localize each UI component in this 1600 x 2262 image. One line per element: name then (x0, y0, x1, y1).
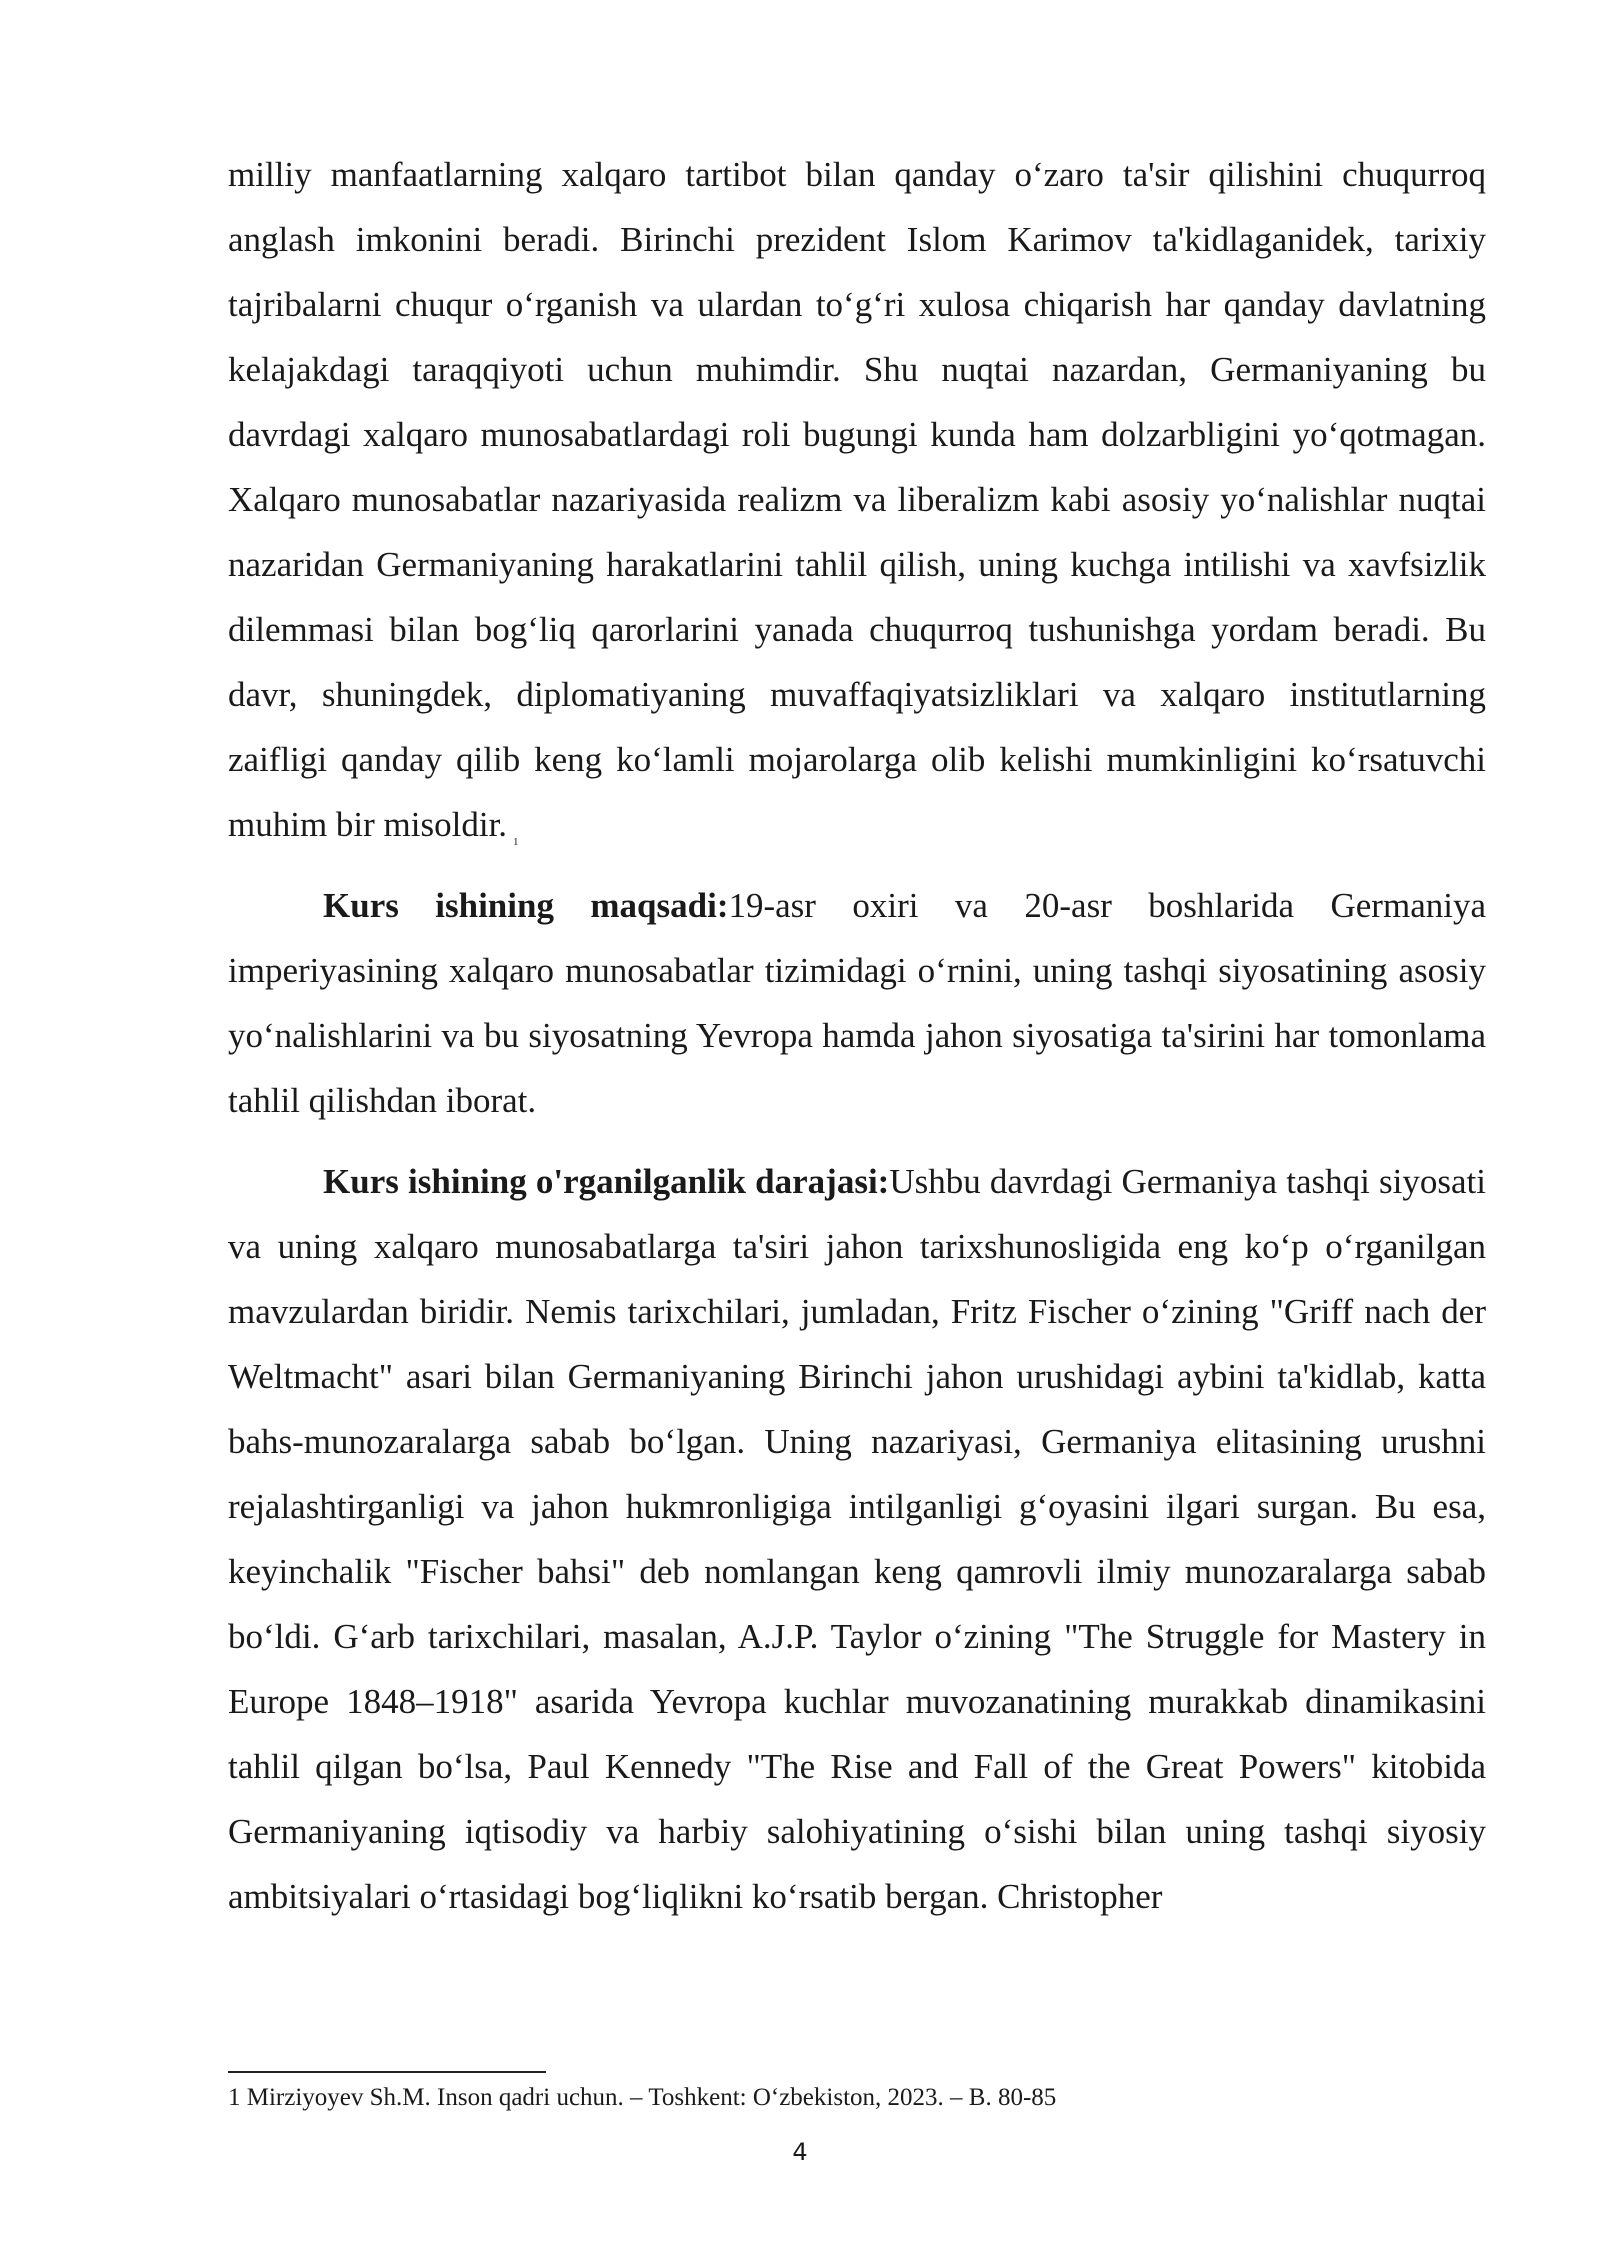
page-number: 4 (792, 2138, 808, 2166)
research-level-text: Ushbu davrdagi Germaniya tashqi siyosati va uning xalqaro munosabatlarga ta'siri jahon tarixshunosligida eng ko‘p o‘rganilgan mavzulardan biridir. Nemis tarixchilari, jumladan, Fritz Fischer o‘zining "Griff nach der Weltmacht" asari bilan Germaniyaning Birinchi jahon urushidagi aybini ta'kidlab, katta bahs-munozaralarga sabab bo‘lgan. Uning nazariyasi, Germaniya elitasining urushni rejalashtirganligi va jahon hukmronligiga intilganligi g‘oyasini ilgari surgan. Bu esa, keyinchalik "Fischer bahsi" deb nomlangan keng qamrovli ilmiy munozaralarga sabab bo‘ldi. G‘arb tarixchilari, masalan, A.J.P. Taylor o‘zining "The Struggle for Mastery in Europe 1848–1918" asarida Yevropa kuchlar muvozanatining murakkab dinamikasini tahlil qilgan bo‘lsa, Paul Kennedy "The Rise and Fall of the Great Powers" kitobida Germaniyaning iqtisodiy va harbiy salohiyatining o‘sishi bilan uning tashqi siyosiy ambitsiyalari o‘rtasidagi bog‘liqlikni ko‘rsatib bergan. Christopher (228, 1162, 1486, 1916)
paragraph-goal (228, 873, 1486, 1133)
research-level-heading: Kurs ishining o'rganilganlik darajasi: (323, 1162, 890, 1201)
footnote-reference: 1 (513, 836, 519, 848)
paragraph-research-level (228, 1149, 1486, 1929)
paragraph-context (228, 142, 1486, 857)
goal-text: 19-asr oxiri va 20-asr boshlarida Germaniya imperiyasining xalqaro munosabatlar tizimidagi o‘rnini, uning tashqi siyosatining asosiy yo‘nalishlarini va bu siyosatning Yevropa hamda jahon siyosatiga ta'sirini har tomonlama tahlil qilishdan iborat. (228, 886, 1486, 1120)
paragraph-context-text: milliy manfaatlarning xalqaro tartibot bilan qanday o‘zaro ta'sir qilishini chuqurroq anglash imkonini beradi. Birinchi prezident Islom Karimov ta'kidlaganidek, tarixiy tajribalarni chuqur o‘rganish va ulardan to‘g‘ri xulosa chiqarish har qanday davlatning kelajakdagi taraqqiyoti uchun muhimdir. Shu nuqtai nazardan, Germaniyaning bu davrdagi xalqaro munosabatlardagi roli bugungi kunda ham dolzarbligini yo‘qotmagan. Xalqaro munosabatlar nazariyasida realizm va liberalizm kabi asosiy yo‘nalishlar nuqtai nazaridan Germaniyaning harakatlarini tahlil qilish, uning kuchga intilishi va xavfsizlik dilemmasi bilan bog‘liq qarorlarini yanada chuqurroq tushunishga yordam beradi. Bu davr, shuningdek, diplomatiyaning muvaffaqiyatsizliklari va xalqaro institutlarning zaifligi qanday qilib keng ko‘lamli mojarolarga olib kelishi mumkinligini ko‘rsatuvchi muhim bir misoldir. (228, 155, 1486, 844)
document-body (228, 142, 1486, 1929)
footnote: 1 Mirziyoyev Sh.M. Inson qadri uchun. – Toshkent: O‘zbekiston, 2023. – B. 80-85 (228, 2084, 1057, 2111)
goal-heading: Kurs ishining maqsadi: (323, 886, 729, 925)
footnote-separator (228, 2071, 546, 2073)
